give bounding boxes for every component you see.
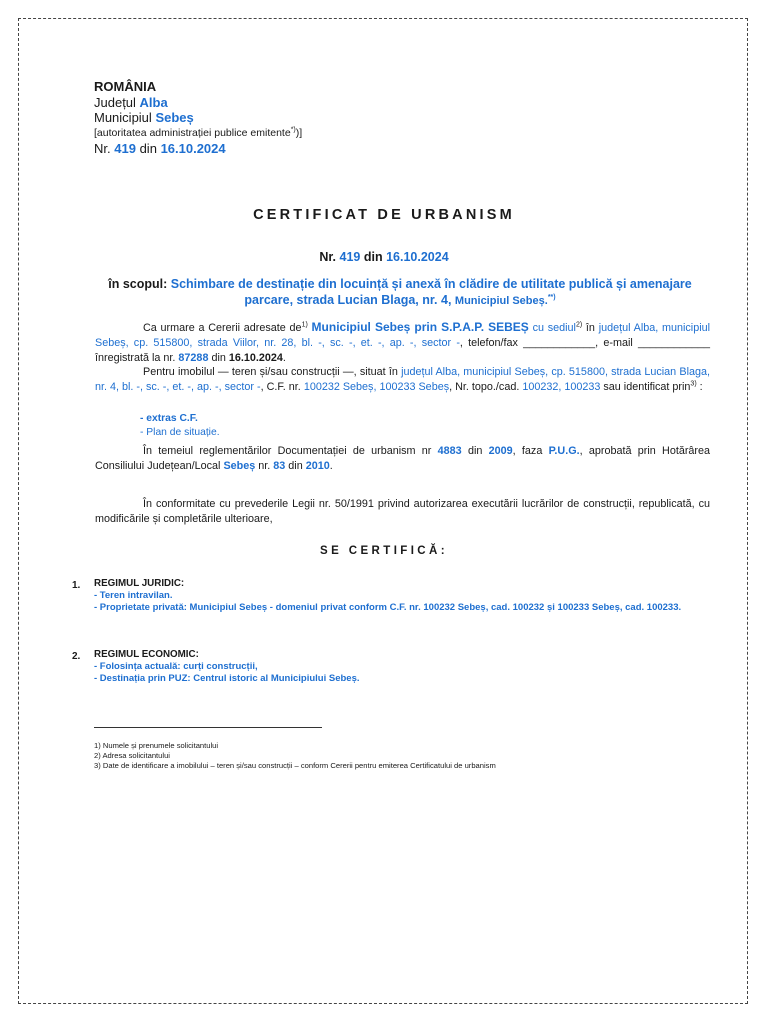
planning-text-2: din xyxy=(467,445,483,457)
footnote-divider xyxy=(94,727,322,728)
property-text-3: , Nr. topo./cad. xyxy=(449,381,520,393)
country: ROMÂNIA xyxy=(94,79,157,94)
issuer-header xyxy=(94,79,302,157)
cert-nr-value: 419 xyxy=(339,250,361,264)
list-item: - Folosința actuală: curți construcții, xyxy=(94,661,258,672)
authority-note-end: )] xyxy=(295,126,303,139)
footnote-ref-3: 3) xyxy=(690,380,697,388)
city-prefix: Municipiul xyxy=(94,110,152,125)
footnote-ref-1: 1) xyxy=(301,321,308,329)
footnotes xyxy=(94,741,496,771)
scope-text: Schimbare de destinație din locuință și anexă în clădire de utilitate publică și amenajare parcare, strada Lucian Blaga, nr. 4, xyxy=(170,277,692,307)
authority-note-sup: *) xyxy=(290,126,296,133)
document-title: CERTIFICAT DE URBANISM xyxy=(253,207,515,223)
planning-phase: P.U.G. xyxy=(548,445,580,457)
header-number-line xyxy=(94,141,302,157)
section-heading: REGIMUL JURIDIC: xyxy=(94,578,185,589)
section-number: 2. xyxy=(72,651,81,662)
section-regim-economic xyxy=(94,649,714,685)
list-item: - Plan de situație. xyxy=(140,426,220,438)
planning-text-5: nr. xyxy=(258,460,271,472)
county-prefix: Județul xyxy=(94,94,136,110)
planning-text-1: În temeiul reglementărilor Documentației de urbanism nr xyxy=(143,445,432,457)
property-text-5: : xyxy=(699,381,703,393)
list-item: - Destinația prin PUZ: Centrul istoric al Municipiului Sebeș. xyxy=(94,673,360,684)
urbanism-doc-year: 2009 xyxy=(488,445,513,457)
decision-year: 2010 xyxy=(305,460,330,472)
county-value: Alba xyxy=(139,94,168,110)
scope-statement xyxy=(100,276,700,309)
request-text-3: sediul xyxy=(547,322,576,334)
decision-number: 83 xyxy=(273,460,286,472)
scope-sup: **) xyxy=(547,293,556,301)
header-nr-prefix: Nr. xyxy=(94,141,111,156)
cadastral-numbers: 100232, 100233 xyxy=(522,381,601,393)
section-number: 1. xyxy=(72,580,81,591)
cert-nr-prefix: Nr. xyxy=(319,250,337,264)
authority-note xyxy=(94,126,302,142)
applicant-address: județul Alba, municipiul Sebeș, cp. 515800, strada Viilor, nr. 28, bl. -, sc. -, et. -, ap. -, sector - xyxy=(95,322,711,349)
section-heading: REGIMUL ECONOMIC: xyxy=(94,649,199,660)
request-text-2: cu xyxy=(532,322,544,334)
header-date: 16.10.2024 xyxy=(160,141,226,156)
applicant-name: Municipiul Sebeș prin S.P.A.P. SEBEȘ xyxy=(311,320,529,334)
urbanism-doc-number: 4883 xyxy=(437,445,462,457)
cert-din: din xyxy=(363,250,383,264)
header-din: din xyxy=(139,141,157,156)
property-text-4: sau identificat prin xyxy=(603,381,691,393)
request-text-6: din xyxy=(211,352,226,364)
planning-text-3: , faza xyxy=(512,445,543,457)
identification-list xyxy=(140,412,220,439)
planning-paragraph xyxy=(95,444,710,474)
registration-number: 87288 xyxy=(178,352,209,364)
scope-city: Municipiul Sebeș. xyxy=(454,295,548,307)
certifica-heading: SE CERTIFICĂ: xyxy=(320,545,448,557)
footnote: 3) Date de identificare a imobilului – teren și/sau construcții – conform Cererii pentru emiterea Certificatului de urbanism xyxy=(94,761,496,770)
footnote-ref-2: 2) xyxy=(575,321,583,329)
section-regim-juridic xyxy=(94,578,714,614)
property-paragraph xyxy=(95,365,710,395)
authority-note-text: [autoritatea administrației publice emitente xyxy=(94,126,291,139)
law-paragraph: În conformitate cu prevederile Legii nr. 50/1991 privind autorizarea executării lucrărilor de construcții, republicată, cu modificările și completările ulterioare, xyxy=(95,498,710,525)
planning-text-7: . xyxy=(329,460,333,472)
planning-text-4: , aprobată prin Hotărârea Consiliului Județean/Local xyxy=(95,445,711,472)
registration-date: 16.10.2024 xyxy=(228,352,283,364)
certificate-number-line xyxy=(0,250,768,264)
city-value: Sebeș xyxy=(155,110,194,125)
council-name: Sebeș xyxy=(223,460,256,472)
county-line xyxy=(94,95,302,111)
request-paragraph xyxy=(95,320,710,366)
planning-text-6: din xyxy=(288,460,303,472)
footnote: 2) Adresa solicitantului xyxy=(94,751,170,760)
footnote: 1) Numele și prenumele solicitantului xyxy=(94,741,219,750)
list-item: - extras C.F. xyxy=(140,413,198,424)
scope-prefix: în scopul: xyxy=(108,277,168,291)
request-text-1: Ca urmare a Cererii adresate de xyxy=(143,322,302,334)
city-line xyxy=(94,110,302,126)
property-text-1: Pentru imobilul — teren și/sau construcții —, situat în xyxy=(143,366,398,378)
request-text-4: în xyxy=(585,322,595,334)
request-text-5: , telefon/fax ____________, e-mail ____________ înregistrată la nr. xyxy=(95,337,711,364)
header-nr-value: 419 xyxy=(114,141,136,156)
cf-numbers: 100232 Sebeș, 100233 Sebeș xyxy=(303,381,450,393)
property-address: județul Alba, municipiul Sebeș, cp. 515800, strada Lucian Blaga, nr. 4, bl. -, sc. -, et. -, ap. -, sector - xyxy=(95,366,710,393)
list-item: - Teren intravilan. xyxy=(94,590,173,601)
request-text-7: . xyxy=(282,352,286,364)
list-item: - Proprietate privată: Municipiul Sebeș - domeniul privat conform C.F. nr. 100232 Sebeș, cad. 100232 și 100233 Sebeș, cad. 100233. xyxy=(94,602,682,613)
property-text-2: , C.F. nr. xyxy=(260,381,301,393)
cert-date: 16.10.2024 xyxy=(386,250,449,264)
